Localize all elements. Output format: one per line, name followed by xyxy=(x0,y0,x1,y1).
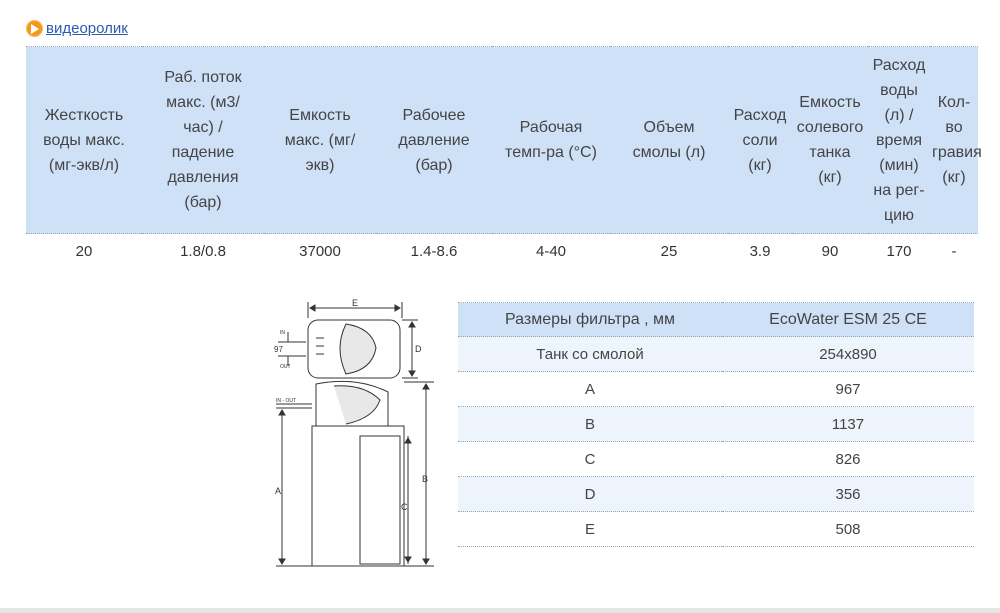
label-e: E xyxy=(352,298,359,308)
specs-header-cell: Рабочее давление (бар) xyxy=(376,47,492,234)
specs-value-cell: 1.4-8.6 xyxy=(410,242,458,260)
specs-header-cell: Раб. поток макс. (м3/ час) / падение давления (бар) xyxy=(142,47,264,234)
dims-label-cell: C xyxy=(458,442,722,477)
specs-table xyxy=(26,46,982,268)
label-in: IN xyxy=(280,330,285,336)
dims-label-cell: B xyxy=(458,407,722,442)
specs-value-cell: 20 xyxy=(75,242,93,260)
dims-value-cell: 1137 xyxy=(722,407,974,442)
dims-label-cell: Танк со смолой xyxy=(458,337,722,372)
label-out: OUT xyxy=(280,364,291,370)
specs-value-cell: 3.9 xyxy=(749,242,771,260)
specs-value-cell: 25 xyxy=(660,242,678,260)
specs-value-cell: 90 xyxy=(821,242,839,260)
table-row xyxy=(458,512,974,547)
specs-value-cell: 170 xyxy=(886,242,912,260)
video-link[interactable] xyxy=(26,20,128,37)
table-row xyxy=(458,477,974,512)
dims-value-cell: 254x890 xyxy=(722,337,974,372)
label-in-out: IN - OUT xyxy=(276,398,296,404)
specs-header-cell: Расход воды (л) / время (мин) на рег- цию xyxy=(868,47,930,234)
play-icon xyxy=(26,20,43,37)
dims-value-cell: 356 xyxy=(722,477,974,512)
specs-header-cell: Кол-во гравия (кг) xyxy=(930,47,978,234)
specs-value-cell: 37000 xyxy=(299,242,341,260)
specs-header-cell: Рабочая темп-ра (°C) xyxy=(492,47,610,234)
label-b: B xyxy=(422,474,429,484)
dims-label-cell: D xyxy=(458,477,722,512)
specs-header-cell: Емкость солевого танка (кг) xyxy=(792,47,868,234)
specs-value-cell: 1.8/0.8 xyxy=(180,242,226,260)
dims-header-model: EcoWater ESM 25 CE xyxy=(722,303,974,337)
specs-header-cell: Емкость макс. (мг/ экв) xyxy=(264,47,376,234)
table-row xyxy=(458,372,974,407)
specs-header-cell: Объем смолы (л) xyxy=(610,47,728,234)
dims-value-cell: 967 xyxy=(722,372,974,407)
dims-label-cell: E xyxy=(458,512,722,547)
table-row xyxy=(458,407,974,442)
specs-header-cell: Жесткость воды макс. (мг-экв/л) xyxy=(26,47,142,234)
specs-value-cell: 4-40 xyxy=(535,242,567,260)
bottom-divider xyxy=(0,608,1000,613)
dims-value-cell: 508 xyxy=(722,512,974,547)
dims-value-cell: 826 xyxy=(722,442,974,477)
table-row xyxy=(458,337,974,372)
dims-header-label: Размеры фильтра , мм xyxy=(458,303,722,337)
dims-header-row xyxy=(458,303,974,337)
specs-value-cell: - xyxy=(951,242,957,260)
label-a: A xyxy=(275,486,282,496)
dimensions-table xyxy=(458,302,974,547)
specs-header-cell: Расход соли (кг) xyxy=(728,47,792,234)
filter-dimension-diagram xyxy=(272,296,438,570)
table-row xyxy=(26,234,978,269)
specs-header-row xyxy=(26,47,978,234)
dims-label-cell: A xyxy=(458,372,722,407)
table-row xyxy=(458,442,974,477)
label-c: C xyxy=(401,502,408,512)
label-d: D xyxy=(415,344,422,354)
video-link-label[interactable]: видеоролик xyxy=(46,20,128,37)
label-97: 97 xyxy=(274,345,283,354)
